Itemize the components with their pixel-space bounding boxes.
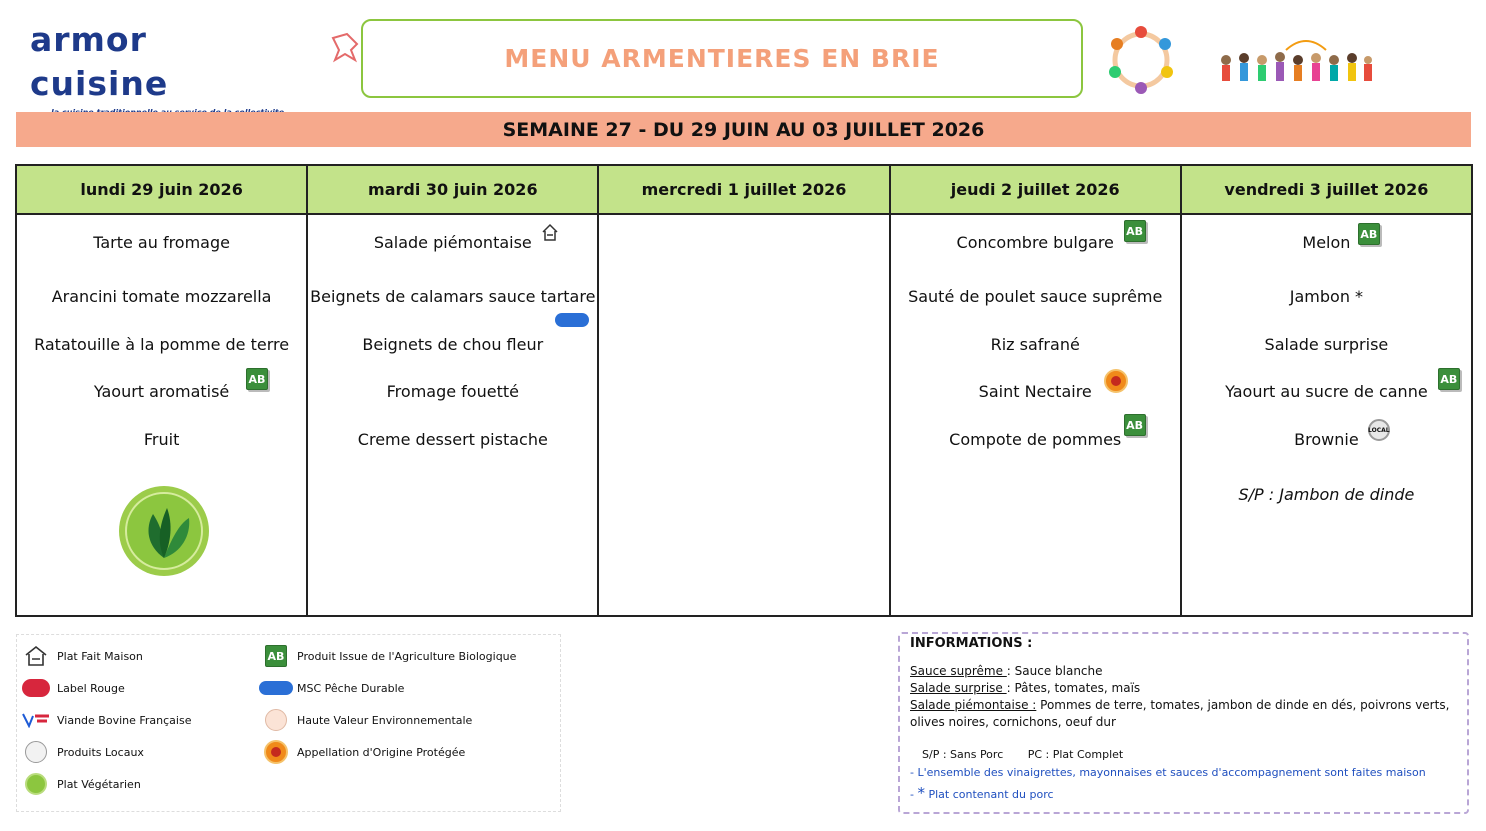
hve-icon: [265, 709, 287, 731]
dish: Beignets de chou fleur: [362, 335, 544, 354]
kids-circle-illustration-icon: [1101, 22, 1181, 98]
legend-item: Label Rouge: [19, 676, 125, 700]
day-header: mercredi 1 juillet 2026: [599, 166, 888, 215]
aop-icon: [1104, 369, 1128, 393]
dish: Fruit: [143, 430, 180, 449]
info-note: - L'ensemble des vinaigrettes, mayonnaises et sauces d'accompagnement sont faites maison: [910, 766, 1426, 779]
dish: Sauté de poulet sauce suprême: [908, 287, 1163, 306]
day-header: vendredi 3 juillet 2026: [1182, 166, 1471, 215]
dish: Jambon *: [1289, 287, 1364, 306]
info-item: Sauce suprême : Sauce blanche: [910, 664, 1103, 678]
vegetarian-icon: [25, 773, 47, 795]
week-banner-text: SEMAINE 27 - DU 29 JUIN AU 03 JUILLET 2026: [502, 118, 985, 141]
aop-icon: [264, 740, 288, 764]
legend-item: Plat Fait Maison: [19, 644, 143, 668]
info-note-pork: - * Plat contenant du porc: [910, 784, 1054, 802]
legend-item: AB Produit Issue de l'Agriculture Biologique: [259, 644, 516, 668]
legend-item: Viande Bovine Française: [19, 708, 191, 732]
weekly-menu-table: [15, 164, 1473, 617]
msc-icon: [555, 313, 589, 327]
day-column-wednesday: [599, 166, 890, 615]
bio-ab-icon: AB: [1438, 368, 1460, 390]
local-icon: LOCAL: [1368, 419, 1390, 441]
dish: Salade surprise: [1264, 335, 1389, 354]
dish: Concombre bulgare: [956, 233, 1114, 252]
bio-ab-icon: AB: [246, 368, 268, 390]
week-banner: [16, 112, 1471, 147]
bio-ab-icon: AB: [1124, 414, 1146, 436]
legend-item: MSC Pêche Durable: [259, 676, 404, 700]
dish: Compote de pommes: [949, 430, 1122, 449]
dish: Riz safrané: [990, 335, 1080, 354]
day-column-tuesday: [308, 166, 599, 615]
brand-name: armor cuisine: [30, 20, 169, 103]
legend-item: Appellation d'Origine Protégée: [259, 740, 465, 764]
house-icon: [541, 223, 559, 243]
menu-title-box: [361, 19, 1083, 98]
brand-logo: [30, 18, 295, 117]
local-icon: [25, 741, 47, 763]
kids-row-illustration-icon: [1216, 30, 1374, 92]
vbf-icon: [21, 712, 51, 728]
dish: Melon: [1302, 233, 1351, 252]
day-column-monday: [17, 166, 308, 615]
legend-item: Haute Valeur Environnementale: [259, 708, 472, 732]
legend-item: Plat Végétarien: [19, 772, 141, 796]
ab-icon: AB: [265, 645, 287, 667]
info-abbreviations: S/P : Sans Porc PC : Plat Complet: [922, 748, 1124, 761]
dish: Ratatouille à la pomme de terre: [34, 335, 290, 354]
day-header: mardi 30 juin 2026: [308, 166, 597, 215]
info-item: Salade piémontaise : Pommes de terre, tomates, jambon de dinde en dés, poivrons verts, olives noires, cornichons, oeuf dur: [910, 698, 1450, 729]
day-column-friday: [1182, 166, 1471, 615]
dish: Fromage fouetté: [386, 382, 519, 401]
informations-panel: [898, 632, 1469, 814]
pin-icon: [327, 30, 363, 64]
dish: Arancini tomate mozzarella: [51, 287, 272, 306]
bio-ab-icon: AB: [1358, 223, 1380, 245]
legend-item: Produits Locaux: [19, 740, 144, 764]
day-header: lundi 29 juin 2026: [17, 166, 306, 215]
dish: Creme dessert pistache: [357, 430, 548, 449]
info-item: Salade surprise : Pâtes, tomates, maïs: [910, 681, 1141, 695]
dish: Brownie: [1294, 430, 1359, 449]
menu-title: MENU ARMENTIERES EN BRIE: [504, 44, 940, 73]
label-legend: [16, 634, 561, 812]
house-icon: [24, 645, 48, 667]
vegetarian-icon: [117, 484, 211, 578]
day-header: jeudi 2 juillet 2026: [891, 166, 1180, 215]
dish: Yaourt aromatisé: [93, 382, 230, 401]
label-rouge-icon: [22, 679, 50, 697]
msc-icon: [259, 681, 293, 695]
day-column-thursday: [891, 166, 1182, 615]
info-title: INFORMATIONS :: [910, 636, 1033, 651]
dish: Salade piémontaise: [373, 233, 532, 252]
dish: Beignets de calamars sauce tartare: [310, 287, 596, 306]
dish: Saint Nectaire: [978, 382, 1092, 401]
dish: Yaourt au sucre de canne: [1225, 382, 1428, 401]
bio-ab-icon: AB: [1124, 220, 1146, 242]
dish: Tarte au fromage: [93, 233, 230, 252]
dish-substitute: S/P : Jambon de dinde: [1238, 485, 1415, 504]
